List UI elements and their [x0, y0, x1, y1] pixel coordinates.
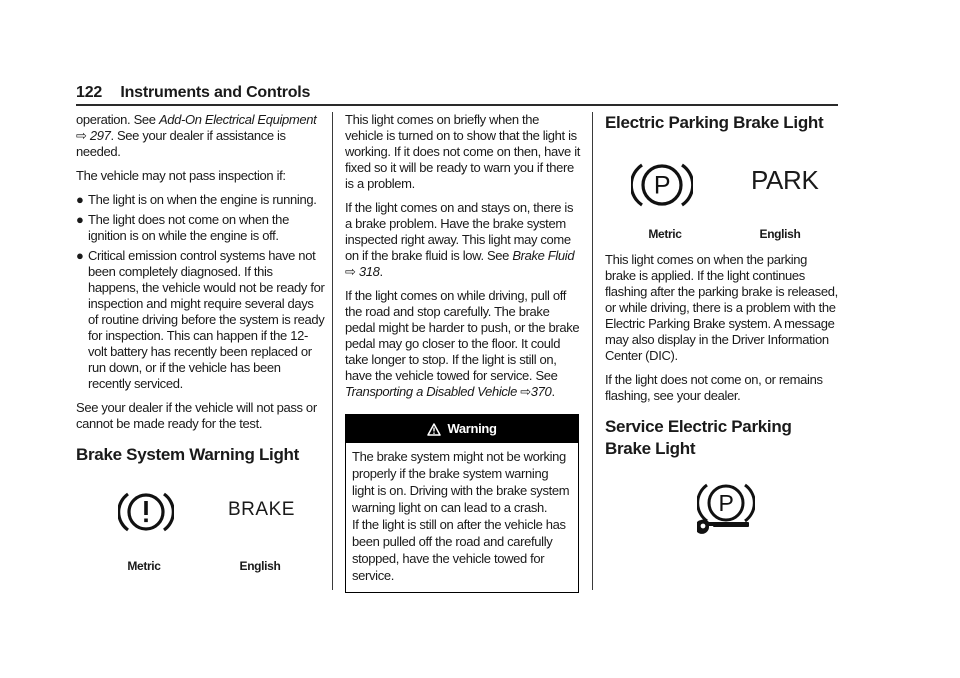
parking-brake-metric-icon	[631, 160, 693, 210]
paragraph: The vehicle may not pass inspection if:	[76, 168, 286, 183]
warning-text: If the light is still on after the vehicle has been pulled off the road and carefully stopped, have the vehicle towed for service.	[352, 517, 566, 583]
column-divider-right	[592, 112, 593, 590]
list-item-text: The light is on when the engine is running.	[88, 192, 317, 207]
paragraph: This light comes on briefly when the vehicle is turned on to show that the light is working. If it does not come on then, have it fixed so it will be ready to warn you if there is a problem.	[345, 112, 581, 191]
text: . See your dealer if assistance is needed.	[76, 128, 286, 159]
column-divider-left	[332, 112, 333, 590]
section-heading: Electric Parking Brake Light	[605, 113, 824, 132]
list-item-text: The light does not come on when the ignition is on while the engine is off.	[88, 212, 289, 243]
bullet-icon: ●	[76, 192, 84, 207]
page-reference[interactable]: 318	[358, 264, 380, 279]
cross-reference-link[interactable]: Add-On Electrical Equipment	[158, 112, 317, 127]
section-title: Instruments and Controls	[120, 84, 311, 101]
brake-warning-metric-icon	[118, 490, 174, 534]
arrow-icon: ⇨	[76, 128, 87, 143]
brake-english-icon-text: BRAKE	[228, 499, 295, 520]
header-rule	[76, 104, 838, 106]
cross-reference-link[interactable]: Brake Fluid	[512, 248, 575, 263]
text: operation. See	[76, 112, 159, 127]
paragraph: This light comes on when the parking brake is applied. If the light continues flashing after the parking brake is released, or while driving, there is a problem with the Electric Parking Brake system. A message may also display in the Driver Information Center (DIC).	[605, 252, 838, 363]
service-icon-letter: P	[718, 490, 734, 516]
page-header	[76, 84, 310, 102]
caption-english: English	[759, 227, 801, 241]
paragraph	[345, 200, 580, 280]
parking-brake-icons	[605, 134, 840, 252]
list-item-text: Critical emission control systems have not been completely diagnosed. If this happens, the vehicle would not be ready for inspection and might require several days of routine driving before the system is ready for inspection. This can happen if the 12-volt battery has recently been replaced or run down, or if the vehicle has been recently serviced.	[88, 248, 325, 391]
arrow-icon: ⇨	[520, 384, 531, 399]
warning-title: Warning	[447, 421, 497, 436]
caption-english: English	[239, 559, 281, 573]
paragraph: See your dealer if the vehicle will not pass or cannot be made ready for the test.	[76, 400, 317, 431]
text: If the light comes on and stays on, there is a brake problem. Have the brake system inspected right away. This light may come on if the brake fluid is low. See	[345, 200, 574, 263]
text: .	[551, 384, 555, 399]
page-reference[interactable]: 297	[89, 128, 111, 143]
cross-reference-link[interactable]: Transporting a Disabled Vehicle	[345, 384, 517, 399]
bullet-list	[76, 192, 326, 392]
brake-icons	[76, 466, 326, 576]
paragraph	[76, 112, 326, 160]
warning-header	[346, 415, 578, 443]
bullet-icon: ●	[76, 248, 84, 263]
paragraph: If the light does not come on, or remains flashing, see your dealer.	[605, 372, 823, 403]
list-item	[76, 212, 326, 244]
page-number: 122	[76, 84, 103, 101]
section-heading: Service Electric Parking Brake Light	[605, 417, 792, 458]
warning-box	[345, 414, 579, 593]
warning-triangle-icon	[427, 423, 441, 436]
parking-brake-english-icon-text: PARK	[751, 165, 819, 195]
list-item	[76, 192, 326, 208]
column-2	[345, 112, 580, 593]
page-reference[interactable]: 370	[530, 384, 552, 399]
parking-brake-metric-letter: P	[653, 171, 671, 200]
arrow-icon: ⇨	[345, 264, 356, 279]
bullet-icon: ●	[76, 212, 84, 227]
paragraph	[345, 288, 580, 400]
text: .	[379, 264, 383, 279]
caption-metric: Metric	[127, 559, 161, 573]
warning-body	[346, 443, 578, 592]
section-heading: Brake System Warning Light	[76, 445, 300, 464]
caption-metric: Metric	[648, 227, 682, 241]
column-3	[605, 112, 840, 518]
warning-text: The brake system might not be working properly if the brake system warning light is on. Driving with the brake system warning light on can lead to a crash.	[352, 449, 570, 515]
text: If the light comes on while driving, pull off the road and stop carefully. The brake pedal might be harder to push, or the brake pedal may go closer to the floor. It could take longer to stop. If the light is still on, have the vehicle towed for service. See	[345, 288, 580, 383]
list-item	[76, 248, 326, 392]
column-1	[76, 112, 326, 576]
service-parking-brake-icon	[697, 480, 755, 534]
